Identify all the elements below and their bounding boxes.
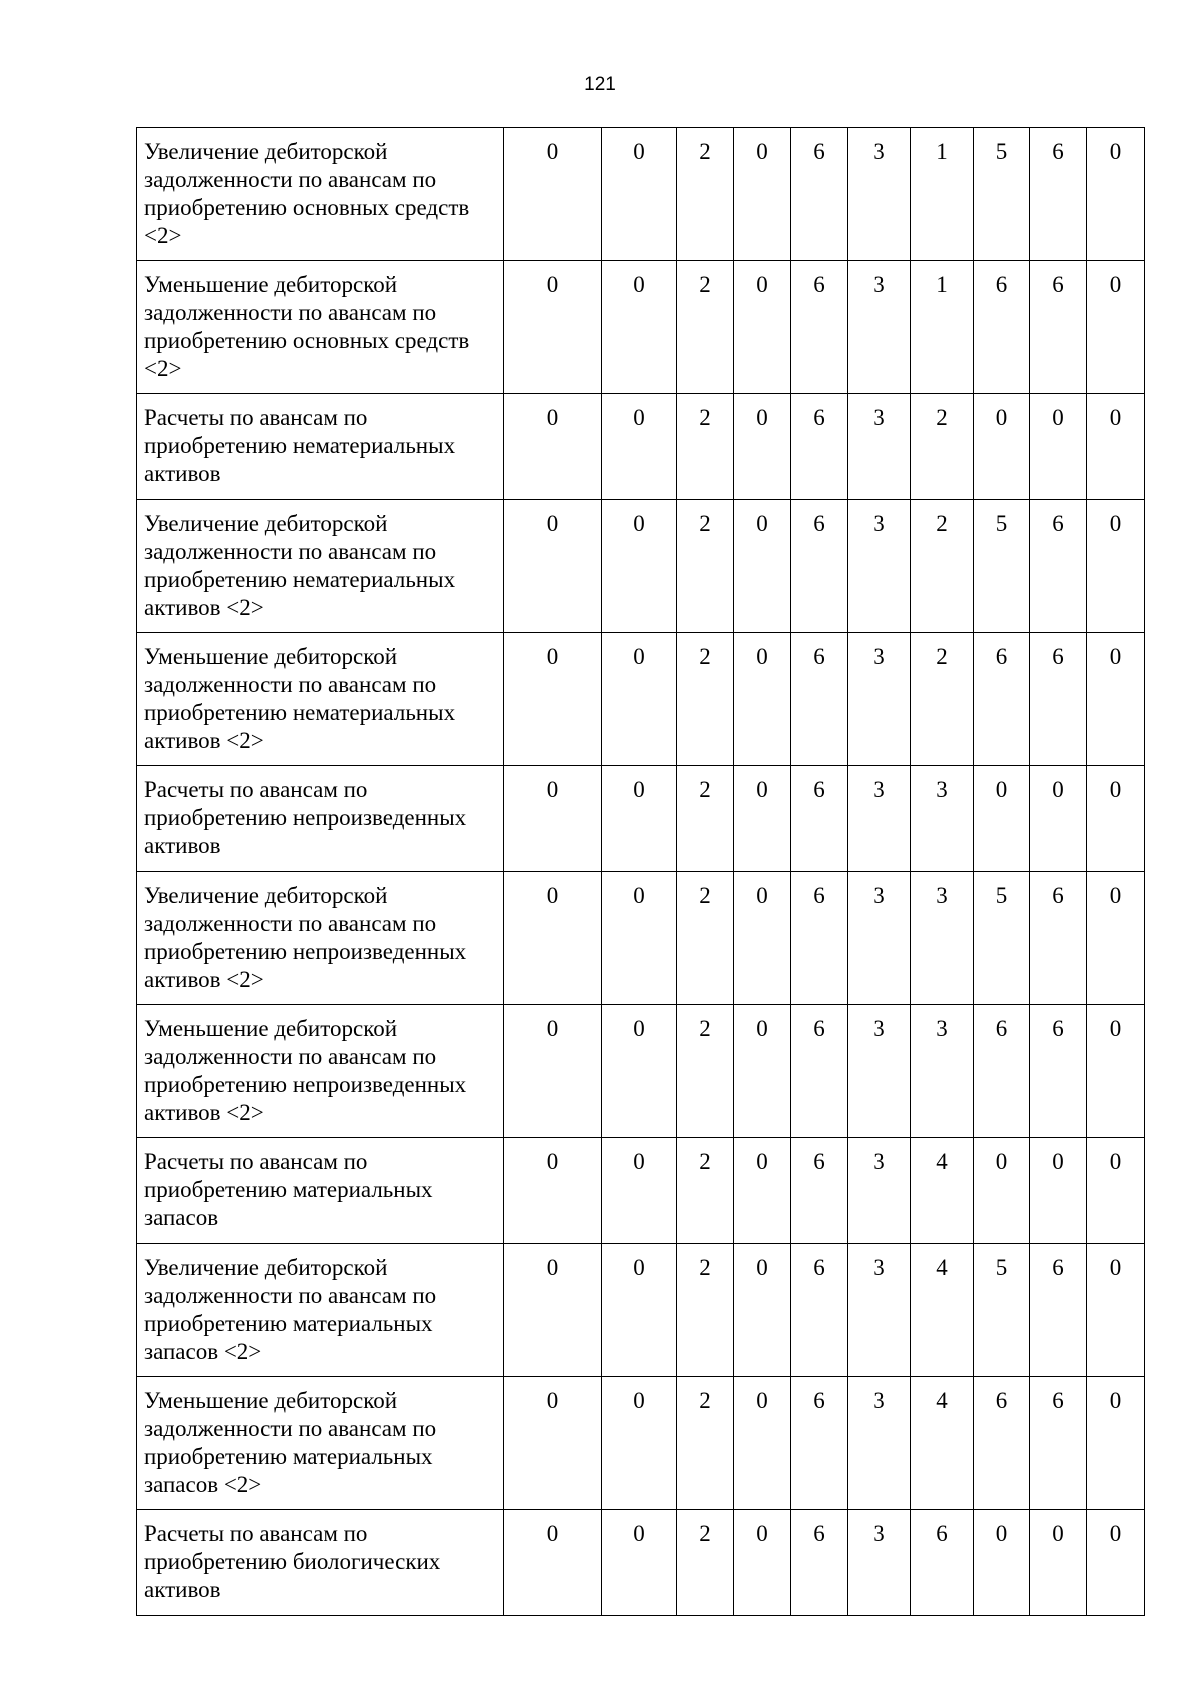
code-digit-cell: 6	[1030, 128, 1087, 261]
code-digit-cell: 0	[1087, 872, 1145, 1005]
code-digit-cell: 6	[791, 128, 848, 261]
code-digit-cell: 6	[791, 500, 848, 633]
code-digit-cell: 0	[602, 394, 677, 500]
code-digit-cell: 0	[602, 128, 677, 261]
table-row	[137, 1005, 1145, 1138]
code-digit-cell: 0	[734, 394, 791, 500]
code-digit-cell: 2	[677, 1510, 734, 1616]
code-digit-cell: 6	[974, 633, 1030, 766]
code-digit-cell: 0	[734, 1244, 791, 1377]
code-digit-cell: 5	[974, 500, 1030, 633]
code-digit-cell: 1	[911, 261, 974, 394]
account-name-cell: Увеличение дебиторской задолженности по авансам по приобретению непроизведенных активов <2>	[137, 872, 504, 1005]
table-row	[137, 633, 1145, 766]
code-digit-cell: 3	[848, 500, 911, 633]
code-digit-cell: 3	[911, 1005, 974, 1138]
code-digit-cell: 0	[1087, 633, 1145, 766]
account-name-cell: Уменьшение дебиторской задолженности по авансам по приобретению основных средств <2>	[137, 261, 504, 394]
code-digit-cell: 6	[974, 1005, 1030, 1138]
code-digit-cell: 3	[848, 766, 911, 872]
code-digit-cell: 0	[734, 1510, 791, 1616]
code-digit-cell: 0	[974, 394, 1030, 500]
code-digit-cell: 0	[504, 1138, 602, 1244]
code-digit-cell: 6	[791, 394, 848, 500]
code-digit-cell: 0	[602, 872, 677, 1005]
code-digit-cell: 3	[848, 128, 911, 261]
code-digit-cell: 6	[791, 1244, 848, 1377]
code-digit-cell: 6	[1030, 1005, 1087, 1138]
code-digit-cell: 0	[504, 766, 602, 872]
code-digit-cell: 2	[677, 394, 734, 500]
code-digit-cell: 3	[848, 633, 911, 766]
code-digit-cell: 0	[504, 394, 602, 500]
code-digit-cell: 0	[734, 128, 791, 261]
table-row	[137, 872, 1145, 1005]
code-digit-cell: 2	[677, 633, 734, 766]
code-digit-cell: 6	[791, 1510, 848, 1616]
code-digit-cell: 6	[791, 261, 848, 394]
code-digit-cell: 6	[791, 872, 848, 1005]
code-digit-cell: 0	[734, 500, 791, 633]
code-digit-cell: 3	[848, 1510, 911, 1616]
code-digit-cell: 0	[1030, 394, 1087, 500]
code-digit-cell: 4	[911, 1244, 974, 1377]
code-digit-cell: 2	[911, 394, 974, 500]
code-digit-cell: 0	[504, 261, 602, 394]
account-name-cell: Расчеты по авансам по приобретению нематериальных активов	[137, 394, 504, 500]
table-row	[137, 128, 1145, 261]
code-digit-cell: 2	[677, 872, 734, 1005]
code-digit-cell: 0	[602, 1510, 677, 1616]
table-row	[137, 1244, 1145, 1377]
code-digit-cell: 6	[791, 633, 848, 766]
code-digit-cell: 0	[504, 1005, 602, 1138]
code-digit-cell: 0	[1030, 766, 1087, 872]
code-digit-cell: 0	[602, 1005, 677, 1138]
code-digit-cell: 6	[1030, 261, 1087, 394]
code-digit-cell: 0	[974, 1510, 1030, 1616]
account-name-cell: Расчеты по авансам по приобретению биологических активов	[137, 1510, 504, 1616]
accounts-table	[136, 127, 1145, 1616]
code-digit-cell: 6	[1030, 1377, 1087, 1510]
account-name-cell: Уменьшение дебиторской задолженности по авансам по приобретению материальных запасов <2>	[137, 1377, 504, 1510]
table-row	[137, 766, 1145, 872]
account-name-cell: Расчеты по авансам по приобретению непроизведенных активов	[137, 766, 504, 872]
table-row	[137, 394, 1145, 500]
code-digit-cell: 6	[1030, 500, 1087, 633]
code-digit-cell: 6	[791, 766, 848, 872]
code-digit-cell: 3	[848, 1244, 911, 1377]
code-digit-cell: 2	[677, 128, 734, 261]
code-digit-cell: 0	[1087, 1138, 1145, 1244]
code-digit-cell: 0	[1087, 128, 1145, 261]
code-digit-cell: 0	[734, 872, 791, 1005]
code-digit-cell: 6	[791, 1005, 848, 1138]
code-digit-cell: 0	[504, 500, 602, 633]
code-digit-cell: 3	[848, 394, 911, 500]
code-digit-cell: 0	[1087, 1377, 1145, 1510]
code-digit-cell: 0	[734, 766, 791, 872]
code-digit-cell: 3	[848, 1138, 911, 1244]
code-digit-cell: 0	[1030, 1510, 1087, 1616]
table-row	[137, 1510, 1145, 1616]
account-name-cell: Расчеты по авансам по приобретению материальных запасов	[137, 1138, 504, 1244]
table-row	[137, 1377, 1145, 1510]
account-name-cell: Уменьшение дебиторской задолженности по авансам по приобретению непроизведенных активов <2>	[137, 1005, 504, 1138]
code-digit-cell: 0	[602, 500, 677, 633]
code-digit-cell: 3	[911, 872, 974, 1005]
code-digit-cell: 4	[911, 1138, 974, 1244]
code-digit-cell: 6	[791, 1138, 848, 1244]
account-name-cell: Увеличение дебиторской задолженности по авансам по приобретению основных средств <2>	[137, 128, 504, 261]
code-digit-cell: 3	[848, 1005, 911, 1138]
code-digit-cell: 0	[1087, 261, 1145, 394]
account-name-cell: Уменьшение дебиторской задолженности по авансам по приобретению нематериальных активов <2>	[137, 633, 504, 766]
code-digit-cell: 3	[848, 261, 911, 394]
code-digit-cell: 2	[677, 766, 734, 872]
code-digit-cell: 6	[1030, 1244, 1087, 1377]
account-name-cell: Увеличение дебиторской задолженности по авансам по приобретению нематериальных активов <2>	[137, 500, 504, 633]
table-row	[137, 1138, 1145, 1244]
table-body	[137, 128, 1145, 1616]
code-digit-cell: 0	[504, 633, 602, 766]
code-digit-cell: 6	[1030, 872, 1087, 1005]
code-digit-cell: 0	[1087, 1510, 1145, 1616]
code-digit-cell: 0	[602, 1377, 677, 1510]
code-digit-cell: 0	[974, 766, 1030, 872]
table-row	[137, 500, 1145, 633]
code-digit-cell: 0	[602, 261, 677, 394]
code-digit-cell: 2	[911, 633, 974, 766]
code-digit-cell: 2	[677, 1005, 734, 1138]
code-digit-cell: 0	[602, 633, 677, 766]
code-digit-cell: 2	[677, 1138, 734, 1244]
code-digit-cell: 0	[734, 261, 791, 394]
code-digit-cell: 0	[734, 1005, 791, 1138]
code-digit-cell: 0	[1087, 1005, 1145, 1138]
code-digit-cell: 0	[1030, 1138, 1087, 1244]
code-digit-cell: 0	[734, 1138, 791, 1244]
code-digit-cell: 6	[1030, 633, 1087, 766]
code-digit-cell: 2	[677, 500, 734, 633]
code-digit-cell: 6	[791, 1377, 848, 1510]
code-digit-cell: 6	[911, 1510, 974, 1616]
code-digit-cell: 0	[974, 1138, 1030, 1244]
code-digit-cell: 0	[602, 1244, 677, 1377]
code-digit-cell: 5	[974, 1244, 1030, 1377]
code-digit-cell: 0	[1087, 766, 1145, 872]
code-digit-cell: 2	[677, 1377, 734, 1510]
code-digit-cell: 0	[1087, 1244, 1145, 1377]
code-digit-cell: 3	[911, 766, 974, 872]
code-digit-cell: 0	[602, 1138, 677, 1244]
page-number: 121	[584, 74, 616, 95]
code-digit-cell: 0	[504, 1377, 602, 1510]
code-digit-cell: 2	[911, 500, 974, 633]
code-digit-cell: 0	[504, 1244, 602, 1377]
code-digit-cell: 5	[974, 128, 1030, 261]
code-digit-cell: 0	[504, 128, 602, 261]
code-digit-cell: 0	[1087, 500, 1145, 633]
code-digit-cell: 4	[911, 1377, 974, 1510]
table-row	[137, 261, 1145, 394]
code-digit-cell: 1	[911, 128, 974, 261]
code-digit-cell: 0	[734, 1377, 791, 1510]
code-digit-cell: 6	[974, 261, 1030, 394]
code-digit-cell: 0	[504, 872, 602, 1005]
code-digit-cell: 2	[677, 261, 734, 394]
code-digit-cell: 0	[734, 633, 791, 766]
account-name-cell: Увеличение дебиторской задолженности по авансам по приобретению материальных запасов <2>	[137, 1244, 504, 1377]
code-digit-cell: 2	[677, 1244, 734, 1377]
code-digit-cell: 3	[848, 1377, 911, 1510]
code-digit-cell: 0	[602, 766, 677, 872]
code-digit-cell: 5	[974, 872, 1030, 1005]
code-digit-cell: 6	[974, 1377, 1030, 1510]
code-digit-cell: 0	[504, 1510, 602, 1616]
code-digit-cell: 3	[848, 872, 911, 1005]
code-digit-cell: 0	[1087, 394, 1145, 500]
